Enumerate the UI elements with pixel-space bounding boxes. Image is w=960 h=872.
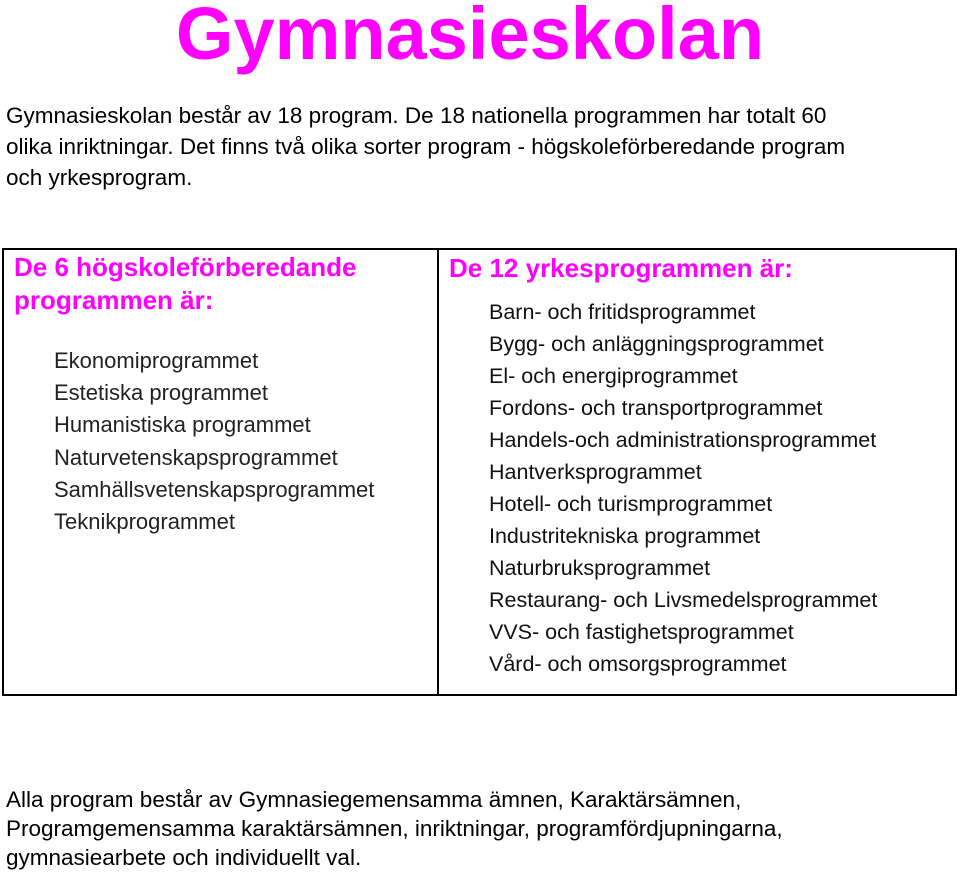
vocational-programs-list (449, 296, 954, 680)
list-item: Estetiska programmet (54, 380, 268, 406)
list-item: Barn- och fritidsprogrammet (489, 300, 756, 324)
intro-line: olika inriktningar. Det finns två olika sorter program - högskoleförberedande program (6, 134, 846, 159)
vocational-programs-column (449, 250, 954, 680)
program-table (2, 248, 957, 696)
footer-line: gymnasiearbete och individuellt val. (6, 845, 362, 870)
academic-programs-list (14, 345, 434, 538)
list-item: Bygg- och anläggningsprogrammet (489, 332, 824, 356)
list-item: Handels-och administrationsprogrammet (489, 428, 877, 452)
list-item: Samhällsvetenskapsprogrammet (54, 476, 375, 502)
intro-paragraph (6, 100, 954, 193)
footer-line: Programgemensamma karaktärsämnen, inriktningar, programfördjupningarna, (6, 816, 783, 841)
list-item: Teknikprogrammet (54, 509, 235, 535)
footer-paragraph (6, 785, 954, 872)
list-item: Ekonomiprogrammet (54, 348, 259, 373)
vocational-programs-heading: De 12 yrkesprogrammen är: (449, 253, 793, 283)
list-item: Industritekniska programmet (489, 524, 761, 548)
footer-line: Alla program består av Gymnasiegemensamma ämnen, Karaktärsämnen, (6, 787, 742, 812)
list-item: Vård- och omsorgsprogrammet (489, 652, 787, 676)
intro-line: och yrkesprogram. (6, 165, 193, 190)
page-title: Gymnasieskolan (175, 0, 765, 75)
list-item: Hotell- och turismprogrammet (489, 492, 773, 516)
academic-programs-column (14, 250, 434, 538)
list-item: Humanistiska programmet (54, 412, 311, 438)
intro-line: Gymnasieskolan består av 18 program. De 18 nationella programmen har totalt 60 (6, 103, 827, 128)
list-item: VVS- och fastighetsprogrammet (489, 620, 794, 644)
list-item: Fordons- och transportprogrammet (489, 396, 823, 420)
list-item: Restaurang- och Livsmedelsprogrammet (489, 588, 878, 612)
list-item: Naturbruksprogrammet (489, 556, 711, 580)
list-item: Hantverksprogrammet (489, 460, 702, 484)
list-item: Naturvetenskapsprogrammet (54, 444, 338, 470)
list-item: El- och energiprogrammet (489, 364, 738, 388)
academic-programs-heading: De 6 högskoleförberedande programmen är: (14, 252, 357, 315)
column-divider (437, 250, 439, 694)
